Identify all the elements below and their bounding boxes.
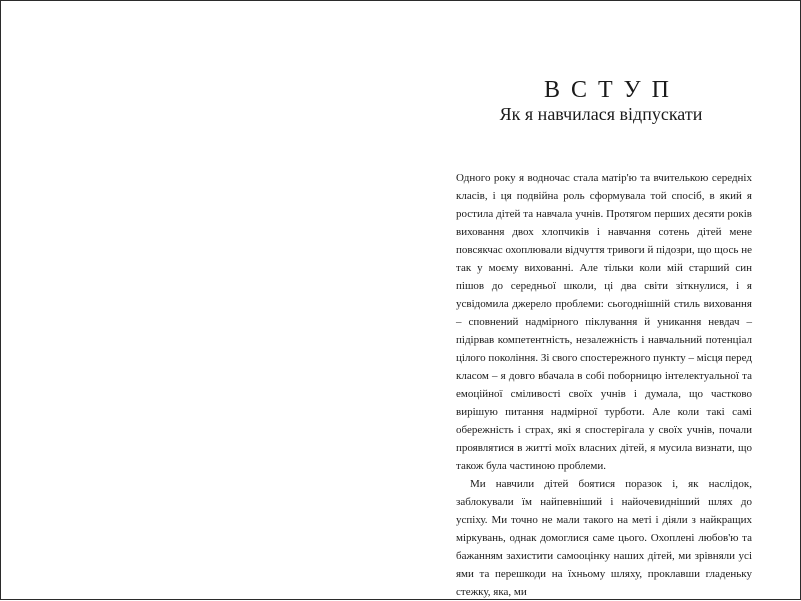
paragraph: Одного року я водночас стала матір'ю та вчителькою середніх класів, і ця подвійна роль сформувала той спосіб, в який я ростила дітей та навчала учнів. Протягом перших десяти років виховання двох хлопчиків і навчання сотень дітей мене повсякчас охоплювали відчуття тривоги й підозри, що щось не так у моєму вихованні. Але тільки коли мій старший син пішов до середньої школи, ці два світи зіткнулися, і я усвідомила джерело проблеми: сьогоднішній стиль виховання – сповнений надмірного піклування й уникання невдач – підірвав компетентність, незалежність і навчальний потенціал цілого покоління. Зі свого спостережного пункту – місця перед класом – я довго вбачала в собі поборницю інтелектуальної та емоційної сміливості своїх учнів і думала, що частково вирішую питання надмірної турботи. Але коли такі самі обережність і страх, які я спостерігала у своїх учнів, почали проявлятися в житті моїх власних дітей, я мусила визнати, що також була частиною проблеми. <box>456 172 752 472</box>
paragraph: Ми навчили дітей боятися поразок і, як наслідок, заблокували їм найпевніший і найочевидніший шлях до успіху. Ми точно не мали такого на меті і діяли з найкращих міркувань, однак домоглися саме цього. Охоплені любов'ю та бажанням захистити самооцінку наших дітей, ми зрівняли усі ями та перешкоди на їхньому шляху, проклавши гладеньку стежку, яка, ми <box>456 478 752 598</box>
body-text <box>456 169 752 601</box>
chapter-subtitle: Як я навчилася відпускати <box>499 104 703 124</box>
chapter-label: ВСТУП <box>544 77 680 103</box>
right-page <box>401 1 800 599</box>
left-page <box>1 1 401 599</box>
